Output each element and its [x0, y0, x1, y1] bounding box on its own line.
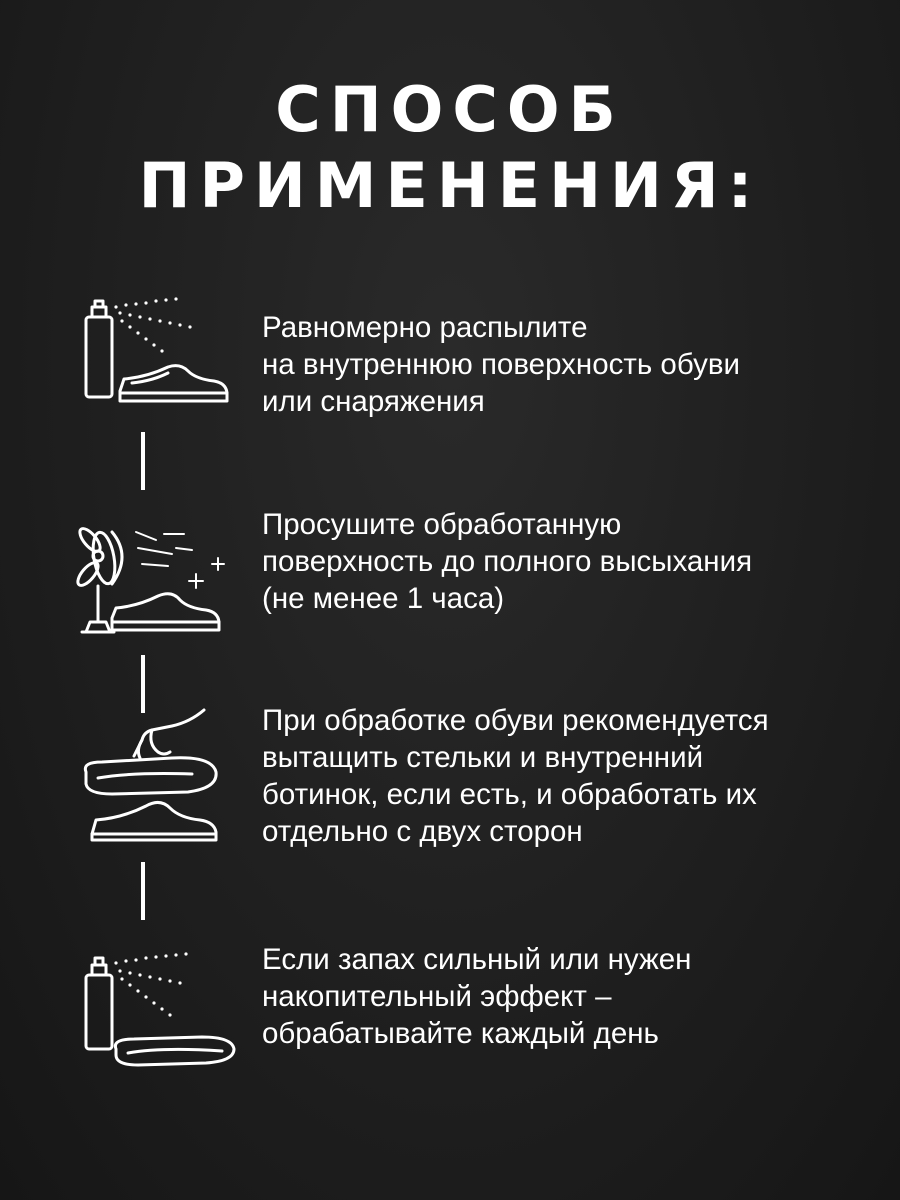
step-1-line-3: или снаряжения: [262, 385, 485, 418]
step-2-line-3: (не менее 1 часа): [262, 582, 505, 615]
step-1-text: [262, 309, 872, 420]
fan-dry-shoe-icon: [72, 500, 242, 650]
step-4-line-3: обрабатывайте каждый день: [262, 1017, 659, 1050]
page-title: [0, 72, 900, 224]
step-4-line-2: накопительный эффект –: [262, 980, 612, 1013]
spray-insole-icon: [72, 935, 242, 1085]
step-4-line-1: Если запах сильный или нужен: [262, 943, 692, 976]
insole-removal-icon: [72, 700, 242, 850]
step-3-line-2: вытащить стельки и внутренний: [262, 741, 704, 774]
step-3-line-1: При обработке обуви рекомендуется: [262, 704, 769, 737]
title-line-1: СПОСОБ: [275, 73, 625, 146]
step-2-text: [262, 506, 872, 617]
title-line-2: ПРИМЕНЕНИЯ:: [138, 149, 762, 222]
step-3-line-4: отдельно с двух сторон: [262, 815, 583, 848]
step-2-line-2: поверхность до полного высыхания: [262, 545, 753, 578]
step-divider-1: [141, 432, 145, 490]
step-4-text: [262, 941, 872, 1052]
step-2-line-1: Просушите обработанную: [262, 508, 622, 541]
step-3-text: [262, 702, 872, 850]
step-divider-3: [141, 862, 145, 920]
step-3-line-3: ботинок, если есть, и обработать их: [262, 778, 757, 811]
spray-shoe-icon: [72, 285, 242, 435]
step-1-line-2: на внутреннюю поверхность обуви: [262, 348, 740, 381]
step-1-line-1: Равномерно распылите: [262, 311, 588, 344]
